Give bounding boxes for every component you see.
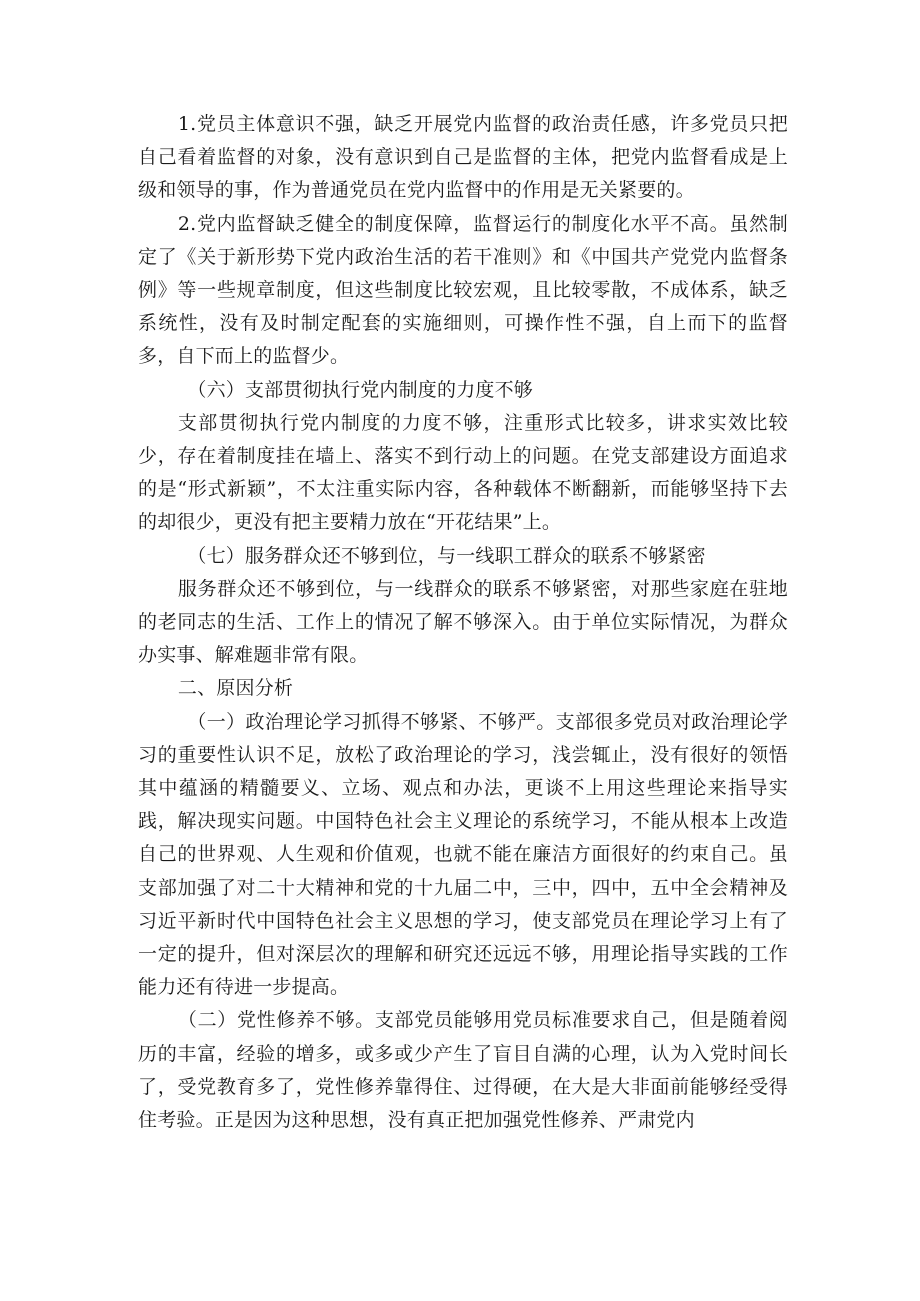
paragraph-1: 1.党员主体意识不强，缺乏开展党内监督的政治责任感，许多党员只把自己看着监督的对象，没有意识到自己是监督的主体，把党内监督看成是上级和领导的事，作为普通党员在党内监督中的作用是无关紧要的。 (138, 113, 788, 202)
paragraph-3: 支部贯彻执行党内制度的力度不够，注重形式比较多，讲求实效比较少，存在着制度挂在墙上、落实不到行动上的问题。在党支部建设方面追求的是“形式新颖”，不太注重实际内容，各种载体不断翻新，而能够坚持下去的却很少，更没有把主要精力放在“开花结果”上。 (138, 411, 788, 534)
paragraph-6: （二）党性修养不够。支部党员能够用党员标准要求自己，但是随着阅历的丰富，经验的增多，或多或少产生了盲目自满的心理，认为入党时间长了，受党教育多了，党性修养靠得住、过得硬，在大是大非面前能够经受得住考验。正是因为这种思想，没有真正把加强党性修养、严肃党内 (138, 1009, 788, 1132)
paragraph-2: 2.党内监督缺乏健全的制度保障，监督运行的制度化水平不高。虽然制定了《关于新形势下党内政治生活的若干准则》和《中国共产党党内监督条例》等一些规章制度，但这些制度比较宏观，且比较零散，不成体系，缺乏系统性，没有及时制定配套的实施细则，可操作性不强，自上而下的监督多，自下而上的监督少。 (138, 212, 788, 368)
section-heading-6: （六）支部贯彻执行党内制度的力度不够 (187, 378, 533, 401)
document-body (138, 108, 788, 1137)
chapter-heading-cause-analysis: 二、原因分析 (177, 677, 294, 700)
paragraph-4: 服务群众还不够到位，与一线群众的联系不够紧密，对那些家庭在驻地的老同志的生活、工作上的情况了解不够深入。由于单位实际情况，为群众办实事、解难题非常有限。 (138, 577, 788, 667)
section-heading-7: （七）服务群众还不够到位，与一线职工群众的联系不够紧密 (187, 544, 706, 567)
paragraph-5: （一）政治理论学习抓得不够紧、不够严。支部很多党员对政治理论学习的重要性认识不足，放松了政治理论的学习，浅尝辄止，没有很好的领悟其中蕴涵的精髓要义、立场、观点和办法，更谈不上用这些理论来指导实践，解决现实问题。中国特色社会主义理论的系统学习，不能从根本上改造自己的世界观、人生观和价值观，也就不能在廉洁方面很好的约束自己。虽支部加强了对二十大精神和党的十九届二中，三中，四中，五中全会精神及习近平新时代中国特色社会主义思想的学习，使支部党员在理论学习上有了一定的提升，但对深层次的理解和研究还远远不够，用理论指导实践的工作能力还有待进一步提高。 (138, 710, 788, 999)
